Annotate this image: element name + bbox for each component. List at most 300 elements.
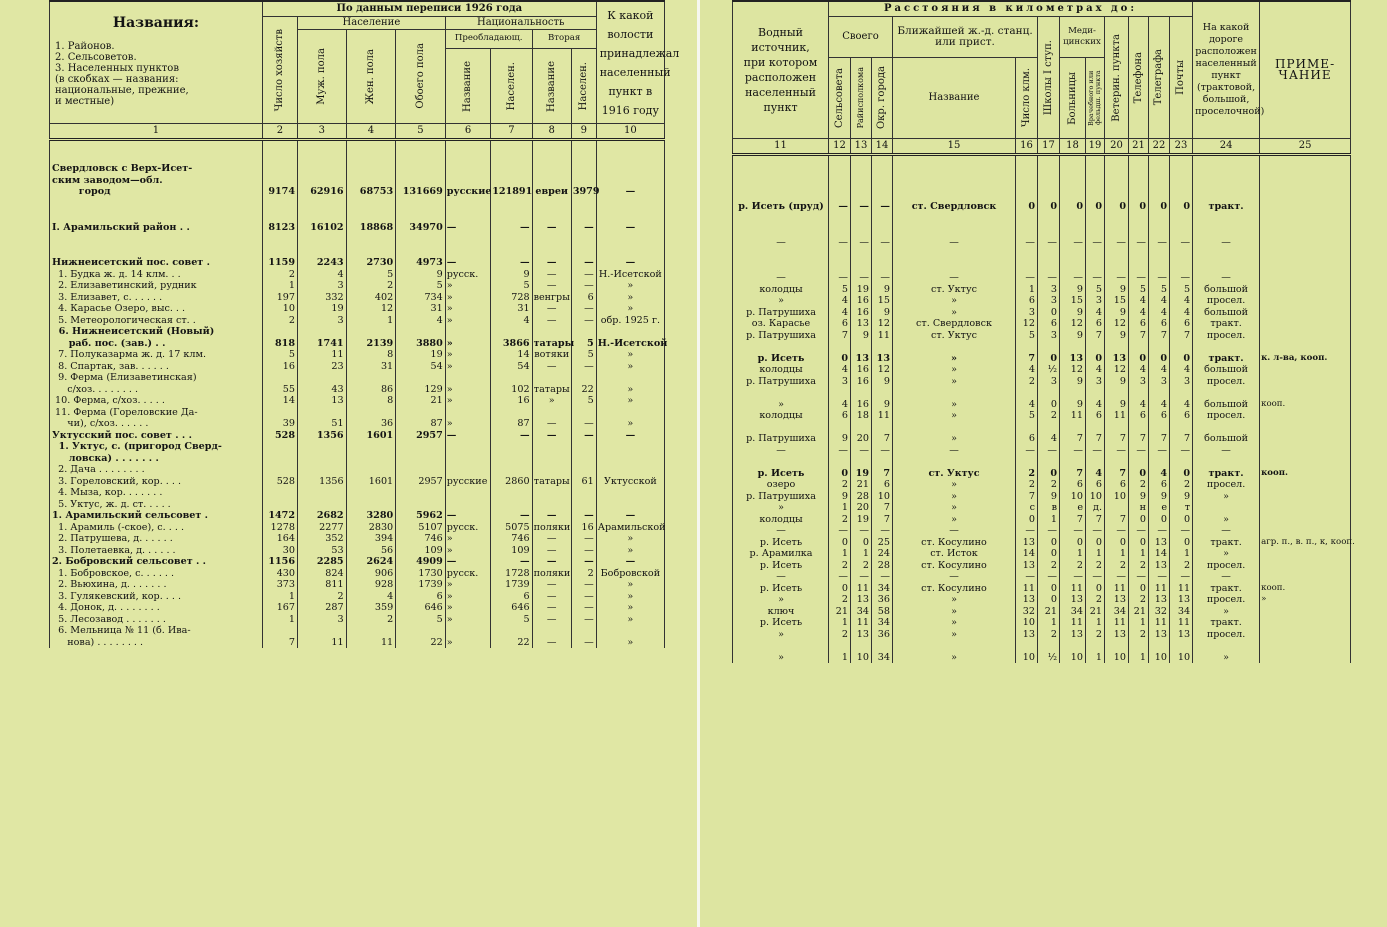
cell-j: 13	[1149, 537, 1170, 549]
empty-cell	[733, 248, 829, 272]
cell-k: 4	[1170, 387, 1193, 410]
cell-road: просел.	[1193, 629, 1260, 641]
telegraph-header: Телеграфа	[1149, 17, 1170, 139]
cell-f: 12	[1060, 318, 1086, 330]
cell-k: 7	[1170, 330, 1193, 342]
cell-e: 1	[1038, 617, 1060, 629]
cell-g: —	[1086, 237, 1105, 249]
cell-road	[1193, 502, 1260, 514]
cell-e: 0	[1038, 155, 1060, 213]
cell-j: 0	[1149, 341, 1170, 364]
empty-cell	[872, 248, 893, 272]
cell-c4: 3280	[346, 510, 396, 522]
empty-cell	[1170, 248, 1193, 272]
cell-c9: —	[571, 407, 596, 430]
table-row	[50, 476, 665, 488]
cell-c7: 109	[491, 545, 532, 557]
column-numbers	[50, 124, 665, 140]
cell-g: 1	[1086, 640, 1105, 663]
cell-c9: —	[571, 257, 596, 269]
cell-d: —	[1016, 272, 1038, 284]
cell-c3	[298, 499, 347, 511]
cell-a: —	[829, 237, 851, 249]
cell-c3: 11	[298, 349, 347, 361]
cell-g: 3	[1086, 295, 1105, 307]
empty-cell	[1170, 213, 1193, 237]
empty-cell	[1038, 248, 1060, 272]
cell-road: просел.	[1193, 330, 1260, 342]
cell-c9: —	[571, 315, 596, 327]
cell-c2	[262, 441, 297, 464]
feldsher-header: Врачебного или фельдш. пункта	[1086, 58, 1105, 139]
cell-c7: —	[491, 222, 532, 234]
cell-c5: 22	[396, 625, 446, 648]
cell-c5: 4909	[396, 556, 446, 568]
empty-cell	[50, 198, 263, 222]
cell-e: 9	[1038, 491, 1060, 503]
cell-road: просел.	[1193, 594, 1260, 606]
cell-note	[1260, 525, 1351, 537]
cell-i: 0	[1129, 514, 1149, 526]
cell-c10: »	[596, 361, 664, 373]
cell-c10	[596, 441, 664, 464]
cell-j: 6	[1149, 318, 1170, 330]
cell-st: —	[893, 445, 1016, 457]
cell-c10: —	[596, 222, 664, 234]
column-number: 10	[596, 124, 664, 140]
empty-cell	[829, 248, 851, 272]
cell-a: 0	[829, 456, 851, 479]
cell-h: 11	[1105, 410, 1129, 422]
place-name: 9. Ферма (Елизаветинская) с/хоз. . . . . . . .	[50, 372, 263, 395]
table-row	[733, 330, 1351, 342]
cell-c6: »	[445, 326, 490, 349]
cell-c8: —	[532, 625, 571, 648]
cell-w: »	[733, 387, 829, 410]
hospital-header: Больницы	[1060, 58, 1086, 139]
cell-w: р. Патрушиха	[733, 376, 829, 388]
cell-f: —	[1060, 525, 1086, 537]
cell-c4: 18868	[346, 222, 396, 234]
households-header: Число хозяйств	[262, 17, 297, 124]
table-row	[733, 525, 1351, 537]
cell-k: т	[1170, 502, 1193, 514]
table-row	[50, 625, 665, 648]
empty-cell	[298, 198, 347, 222]
cell-c9: —	[571, 510, 596, 522]
cell-c4: 2624	[346, 556, 396, 568]
cell-note	[1260, 548, 1351, 560]
place-name: 5. Лесозавод . . . . . . .	[50, 614, 263, 626]
cell-note: кооп.	[1260, 387, 1351, 410]
cell-c6: »	[445, 349, 490, 361]
cell-c6: »	[445, 614, 490, 626]
cell-c10: »	[596, 533, 664, 545]
empty-cell	[851, 213, 872, 237]
cell-c3: 43	[298, 372, 347, 395]
place-name: 1. Арамиль (-ское), с. . . .	[50, 522, 263, 534]
empty-cell	[893, 213, 1016, 237]
place-name: 10. Ферма, с/хоз. . . . .	[50, 395, 263, 407]
cell-k: 7	[1170, 422, 1193, 445]
cell-a: 4	[829, 307, 851, 319]
cell-c2: 167	[262, 602, 297, 614]
empty-cell	[1260, 248, 1351, 272]
cell-c7: 54	[491, 361, 532, 373]
cell-j: 13	[1149, 560, 1170, 572]
cell-st: ст. Свердловск	[893, 155, 1016, 213]
cell-c6: »	[445, 602, 490, 614]
cell-c3: 287	[298, 602, 347, 614]
cell-b: 19	[851, 514, 872, 526]
cell-c: 9	[872, 307, 893, 319]
place-name: 2. Елизаветинский, рудник	[50, 280, 263, 292]
cell-e: 0	[1038, 548, 1060, 560]
cell-st: —	[893, 237, 1016, 249]
cell-a: 2	[829, 629, 851, 641]
cell-i: 6	[1129, 318, 1149, 330]
cell-c9: —	[571, 361, 596, 373]
cell-i: 4	[1129, 295, 1149, 307]
cell-c5: 5962	[396, 510, 446, 522]
cell-w: —	[733, 272, 829, 284]
cell-c10	[596, 499, 664, 511]
cell-f: 10	[1060, 491, 1086, 503]
cell-st: ст. Уктус	[893, 284, 1016, 296]
cell-d: 3	[1016, 307, 1038, 319]
cell-j: 11	[1149, 617, 1170, 629]
empty-cell	[491, 198, 532, 222]
cell-e: в	[1038, 502, 1060, 514]
cell-c5: 2957	[396, 476, 446, 488]
cell-c7: —	[491, 556, 532, 568]
cell-note	[1260, 272, 1351, 284]
cell-h: 10	[1105, 640, 1129, 663]
cell-e: 3	[1038, 295, 1060, 307]
cell-c3: 2	[298, 591, 347, 603]
cell-h: 9	[1105, 307, 1129, 319]
cell-c7: —	[491, 257, 532, 269]
cell-h: —	[1105, 525, 1129, 537]
cell-c8: —	[532, 430, 571, 442]
cell-c4: 2830	[346, 522, 396, 534]
cell-c2: 528	[262, 430, 297, 442]
cell-b: —	[851, 155, 872, 213]
cell-c4: 2730	[346, 257, 396, 269]
cell-c: 12	[872, 318, 893, 330]
school-header: Школы I ступ.	[1038, 17, 1060, 139]
cell-c2: 55	[262, 372, 297, 395]
cell-k: 13	[1170, 629, 1193, 641]
female-header: Жен. пола	[346, 29, 396, 124]
empty-cell	[571, 198, 596, 222]
cell-st: »	[893, 640, 1016, 663]
cell-i: —	[1129, 571, 1149, 583]
cell-c: 11	[872, 410, 893, 422]
cell-w: —	[733, 525, 829, 537]
cell-k: 2	[1170, 560, 1193, 572]
empty-cell	[262, 198, 297, 222]
spacer-row	[50, 198, 665, 222]
cell-i: 4	[1129, 364, 1149, 376]
cell-c8: —	[532, 269, 571, 281]
cell-j: 9	[1149, 491, 1170, 503]
cell-f: 11	[1060, 410, 1086, 422]
names-list-line: 1. Районов.	[55, 41, 115, 53]
cell-e: 0	[1038, 583, 1060, 595]
cell-k: 6	[1170, 318, 1193, 330]
cell-note	[1260, 295, 1351, 307]
cell-c9: —	[571, 602, 596, 614]
cell-e: —	[1038, 445, 1060, 457]
cell-c3: 53	[298, 545, 347, 557]
table-row	[733, 284, 1351, 296]
table-row	[733, 387, 1351, 410]
cell-c4: 1601	[346, 476, 396, 488]
cell-c3: 13	[298, 395, 347, 407]
cell-c4: 4	[346, 591, 396, 603]
cell-c: 25	[872, 537, 893, 549]
cell-c8: вотяки	[532, 349, 571, 361]
cell-k: —	[1170, 445, 1193, 457]
post-header: Почты	[1170, 17, 1193, 139]
cell-c8: поляки	[533, 567, 571, 579]
cell-j: 5	[1149, 284, 1170, 296]
cell-c9: 5	[571, 395, 596, 407]
cell-c9: —	[571, 222, 596, 234]
table-row	[50, 222, 665, 234]
names-header	[50, 1, 263, 124]
cell-i: 1	[1129, 640, 1149, 663]
cell-c3: 824	[298, 568, 347, 580]
cell-c8: —	[532, 510, 571, 522]
cell-road: —	[1193, 525, 1260, 537]
cell-b: 20	[851, 422, 872, 445]
cell-b: 21	[851, 479, 872, 491]
spacer-row	[733, 248, 1351, 272]
table-row	[50, 533, 665, 545]
cell-c5: 1730	[396, 568, 446, 580]
cell-w: —	[733, 571, 829, 583]
cell-c6: »	[445, 591, 490, 603]
cell-i: 7	[1129, 330, 1149, 342]
cell-w: ключ	[733, 606, 829, 618]
cell-c2: 8123	[262, 222, 297, 234]
cell-w: р. Исеть	[733, 456, 829, 479]
cell-b: 16	[851, 364, 872, 376]
cell-i: 4	[1129, 307, 1149, 319]
spacer-row	[50, 233, 665, 257]
cell-c: —	[872, 155, 893, 213]
empty-cell	[396, 198, 446, 222]
male-header: Муж. пола	[298, 29, 347, 124]
cell-b: 9	[851, 330, 872, 342]
census-table	[49, 0, 680, 648]
names-list-line: и местные)	[55, 96, 115, 108]
cell-road: большой	[1193, 387, 1260, 410]
population-header: Население	[298, 17, 446, 30]
cell-d: 2	[1016, 456, 1038, 479]
empty-cell	[1086, 248, 1105, 272]
cell-b: 19	[851, 456, 872, 479]
cell-f: —	[1060, 445, 1086, 457]
cell-c6	[445, 487, 490, 499]
cell-c10: »	[596, 395, 664, 407]
cell-c7: 746	[491, 533, 532, 545]
cell-c3: 1741	[298, 326, 347, 349]
cell-g: 4	[1086, 456, 1105, 479]
cell-c4: 359	[346, 602, 396, 614]
column-number: 23	[1170, 139, 1193, 155]
cell-g: 1	[1086, 548, 1105, 560]
cell-f: 12	[1060, 364, 1086, 376]
cell-i: —	[1129, 272, 1149, 284]
cell-j: 32	[1149, 606, 1170, 618]
table-row	[50, 579, 665, 591]
cell-f: 7	[1060, 456, 1086, 479]
table-row	[50, 303, 665, 315]
cell-k: 4	[1170, 307, 1193, 319]
cell-c2: 5	[262, 349, 297, 361]
cell-note	[1260, 318, 1351, 330]
cell-note	[1260, 606, 1351, 618]
cell-j: е	[1149, 502, 1170, 514]
cell-c: 7	[872, 456, 893, 479]
cell-g: 4	[1086, 307, 1105, 319]
cell-h: 12	[1105, 364, 1129, 376]
cell-k: 0	[1170, 341, 1193, 364]
cell-c: 34	[872, 640, 893, 663]
place-name: 7. Полуказарма ж. д. 17 клм.	[50, 349, 263, 361]
table-row	[733, 445, 1351, 457]
cell-d: —	[1016, 237, 1038, 249]
empty-cell	[491, 233, 532, 257]
cell-c5: 1739	[396, 579, 446, 591]
cell-c5: 734	[396, 292, 446, 304]
cell-st: —	[893, 272, 1016, 284]
cell-c3: 1356	[298, 430, 347, 442]
table-row	[733, 617, 1351, 629]
table-row	[50, 591, 665, 603]
cell-k: 0	[1170, 514, 1193, 526]
cell-c4: 2	[346, 614, 396, 626]
cell-e: 0	[1038, 456, 1060, 479]
table-row	[50, 280, 665, 292]
cell-i: 1	[1129, 548, 1149, 560]
cell-c6: —	[445, 556, 490, 568]
cell-road: —	[1193, 445, 1260, 457]
cell-c10: »	[596, 292, 664, 304]
column-number: 6	[445, 124, 490, 140]
table-row	[50, 269, 665, 281]
cell-st: ст. Исток	[893, 548, 1016, 560]
cell-c8: —	[532, 614, 571, 626]
table-row	[733, 606, 1351, 618]
selsovet-header: Сельсовета	[829, 58, 851, 139]
cell-c8: венгры	[533, 291, 570, 303]
cell-h: 15	[1105, 295, 1129, 307]
cell-c: 12	[872, 364, 893, 376]
cell-c4: 394	[346, 533, 396, 545]
cell-c7	[491, 499, 532, 511]
cell-a: 4	[829, 387, 851, 410]
cell-e: 2	[1038, 479, 1060, 491]
cell-c8	[532, 441, 571, 464]
cell-c7: 1728	[491, 568, 532, 580]
cell-j: 13	[1149, 629, 1170, 641]
cell-a: —	[829, 445, 851, 457]
cell-h: 34	[1105, 606, 1129, 618]
cell-h: 9	[1105, 284, 1129, 296]
cell-a: —	[829, 571, 851, 583]
cell-j: —	[1149, 272, 1170, 284]
empty-cell	[445, 198, 490, 222]
cell-i: 21	[1129, 606, 1149, 618]
cell-e: 1	[1038, 514, 1060, 526]
cell-b: —	[851, 445, 872, 457]
cell-h: —	[1105, 272, 1129, 284]
cell-c8: —	[532, 315, 571, 327]
cell-b: 2	[851, 560, 872, 572]
cell-c: 9	[872, 284, 893, 296]
cell-c8: —	[532, 361, 571, 373]
place-name: I. Арамильский район . .	[50, 222, 263, 234]
cell-e: —	[1038, 272, 1060, 284]
cell-c7: 16	[491, 395, 532, 407]
cell-c2: 10	[262, 303, 297, 315]
cell-c8: татары	[532, 372, 571, 395]
cell-c9: —	[571, 303, 596, 315]
cell-e: 0	[1038, 594, 1060, 606]
cell-i: 5	[1129, 284, 1149, 296]
cell-b: —	[851, 272, 872, 284]
cell-g: 6	[1086, 479, 1105, 491]
cell-c9: 2	[571, 568, 596, 580]
cell-h: 12	[1105, 318, 1129, 330]
distances-table	[732, 0, 1355, 663]
cell-c3: 2285	[298, 556, 347, 568]
cell-c5: 19	[396, 349, 446, 361]
cell-c3: 2682	[298, 510, 347, 522]
cell-c3	[298, 441, 347, 464]
second-header: Вторая	[532, 29, 596, 49]
cell-j: 7	[1149, 422, 1170, 445]
cell-g: —	[1086, 525, 1105, 537]
table-row	[50, 326, 665, 349]
cell-w: »	[733, 629, 829, 641]
cell-c7: —	[491, 510, 532, 522]
cell-c2: 1	[262, 591, 297, 603]
cell-f: 11	[1060, 617, 1086, 629]
cell-c6: —	[445, 430, 490, 442]
cell-j: —	[1149, 525, 1170, 537]
cell-c3: 352	[298, 533, 347, 545]
cell-d: 10	[1016, 617, 1038, 629]
cell-d: 11	[1016, 583, 1038, 595]
cell-c5: 21	[396, 395, 446, 407]
cell-k: 9	[1170, 491, 1193, 503]
cell-k: 3	[1170, 376, 1193, 388]
cell-e: 3	[1038, 330, 1060, 342]
cell-c10: »	[596, 372, 664, 395]
cell-c8: —	[532, 556, 571, 568]
cell-f: 13	[1060, 594, 1086, 606]
cell-c10: »	[596, 545, 664, 557]
cell-c: 11	[872, 330, 893, 342]
cell-c10: »	[596, 407, 664, 430]
cell-g: —	[1086, 445, 1105, 457]
cell-g: д.	[1086, 502, 1105, 514]
